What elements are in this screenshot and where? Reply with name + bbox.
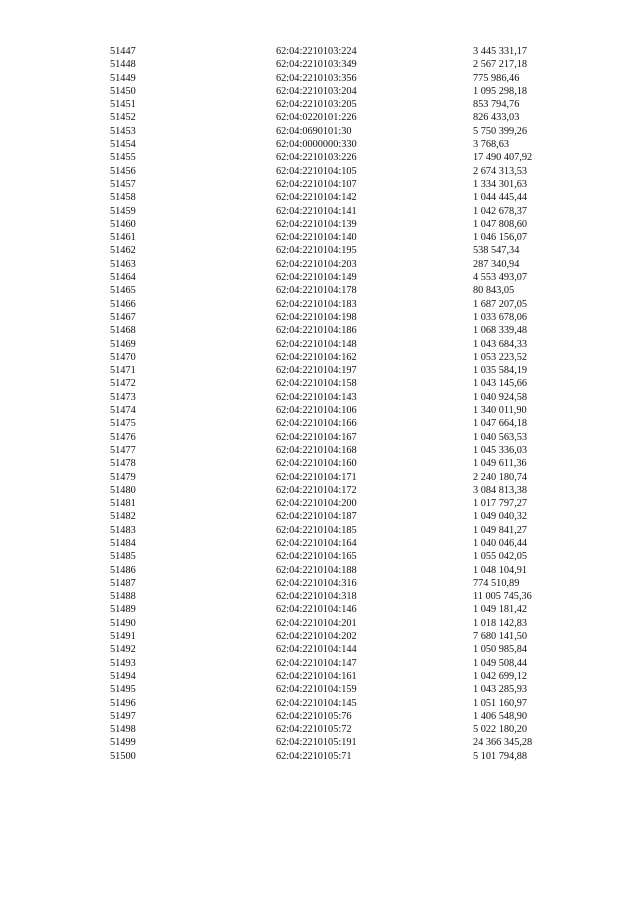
cadastral-number: 62:04:2210104:162 bbox=[276, 351, 357, 363]
row-number: 51481 bbox=[110, 498, 136, 510]
row-number: 51472 bbox=[110, 378, 136, 390]
row-number: 51491 bbox=[110, 631, 136, 643]
cadastral-value: 17 490 407,92 bbox=[473, 152, 533, 164]
cadastral-value: 1 050 985,84 bbox=[473, 644, 528, 656]
row-number: 51465 bbox=[110, 285, 136, 297]
table-row bbox=[0, 670, 640, 683]
row-number: 51454 bbox=[110, 139, 136, 151]
row-number: 51448 bbox=[110, 59, 136, 71]
cadastral-number: 62:04:2210104:172 bbox=[276, 484, 357, 496]
table-row bbox=[0, 231, 640, 244]
cadastral-number: 62:04:2210103:204 bbox=[276, 85, 357, 97]
row-number: 51473 bbox=[110, 391, 136, 403]
table-row bbox=[0, 165, 640, 178]
row-number: 51455 bbox=[110, 152, 136, 164]
cadastral-value: 1 406 548,90 bbox=[473, 710, 528, 722]
cadastral-value: 24 366 345,28 bbox=[473, 737, 533, 749]
cadastral-value: 1 043 145,66 bbox=[473, 378, 528, 390]
row-number: 51474 bbox=[110, 405, 136, 417]
cadastral-number: 62:04:2210105:71 bbox=[276, 750, 352, 762]
cadastral-value: 1 040 046,44 bbox=[473, 537, 528, 549]
cadastral-number: 62:04:2210104:107 bbox=[276, 178, 357, 190]
table-row bbox=[0, 630, 640, 643]
cadastral-number: 62:04:2210103:356 bbox=[276, 72, 357, 84]
table-row bbox=[0, 58, 640, 71]
cadastral-value: 1 055 042,05 bbox=[473, 551, 528, 563]
table-row bbox=[0, 138, 640, 151]
cadastral-number: 62:04:2210103:205 bbox=[276, 99, 357, 111]
row-number: 51479 bbox=[110, 471, 136, 483]
table-row bbox=[0, 125, 640, 138]
table-row bbox=[0, 683, 640, 696]
cadastral-value: 1 043 684,33 bbox=[473, 338, 528, 350]
table-row bbox=[0, 417, 640, 430]
cadastral-value: 775 986,46 bbox=[473, 72, 520, 84]
row-number: 51471 bbox=[110, 365, 136, 377]
cadastral-value: 287 340,94 bbox=[473, 258, 520, 270]
row-number: 51485 bbox=[110, 551, 136, 563]
cadastral-value: 3 084 813,38 bbox=[473, 484, 528, 496]
cadastral-number: 62:04:2210104:187 bbox=[276, 511, 357, 523]
table-row bbox=[0, 404, 640, 417]
row-number: 51486 bbox=[110, 564, 136, 576]
cadastral-number: 62:04:2210104:195 bbox=[276, 245, 357, 257]
row-number: 51495 bbox=[110, 684, 136, 696]
cadastral-number: 62:04:2210104:164 bbox=[276, 537, 357, 549]
table-row bbox=[0, 471, 640, 484]
cadastral-value: 5 022 180,20 bbox=[473, 724, 528, 736]
cadastral-number: 62:04:2210104:183 bbox=[276, 298, 357, 310]
table-row bbox=[0, 377, 640, 390]
row-number: 51476 bbox=[110, 431, 136, 443]
table-row bbox=[0, 750, 640, 763]
cadastral-value: 1 018 142,83 bbox=[473, 617, 528, 629]
table-row bbox=[0, 244, 640, 257]
cadastral-value: 1 068 339,48 bbox=[473, 325, 528, 337]
cadastral-value: 1 033 678,06 bbox=[473, 311, 528, 323]
table-row bbox=[0, 324, 640, 337]
row-number: 51452 bbox=[110, 112, 136, 124]
row-number: 51477 bbox=[110, 444, 136, 456]
cadastral-number: 62:04:2210104:145 bbox=[276, 697, 357, 709]
cadastral-value: 1 040 563,53 bbox=[473, 431, 528, 443]
row-number: 51469 bbox=[110, 338, 136, 350]
row-number: 51494 bbox=[110, 670, 136, 682]
cadastral-value: 1 046 156,07 bbox=[473, 232, 528, 244]
cadastral-value: 1 045 336,03 bbox=[473, 444, 528, 456]
cadastral-value: 1 049 841,27 bbox=[473, 524, 528, 536]
cadastral-number: 62:04:2210104:316 bbox=[276, 577, 357, 589]
cadastral-number: 62:04:2210104:202 bbox=[276, 631, 357, 643]
cadastral-value: 1 687 207,05 bbox=[473, 298, 528, 310]
cadastral-value: 1 049 181,42 bbox=[473, 604, 528, 616]
row-number: 51459 bbox=[110, 205, 136, 217]
cadastral-value: 5 101 794,88 bbox=[473, 750, 528, 762]
cadastral-value: 1 040 924,58 bbox=[473, 391, 528, 403]
cadastral-value: 1 334 301,63 bbox=[473, 178, 528, 190]
cadastral-number: 62:04:2210104:106 bbox=[276, 405, 357, 417]
row-number: 51490 bbox=[110, 617, 136, 629]
cadastral-number: 62:04:2210104:161 bbox=[276, 670, 357, 682]
cadastral-value: 2 674 313,53 bbox=[473, 165, 528, 177]
cadastral-value: 538 547,34 bbox=[473, 245, 520, 257]
table-row bbox=[0, 603, 640, 616]
cadastral-value: 4 553 493,07 bbox=[473, 272, 528, 284]
cadastral-value: 3 768,63 bbox=[473, 139, 510, 151]
cadastral-number: 62:04:2210104:201 bbox=[276, 617, 357, 629]
cadastral-number: 62:04:2210104:158 bbox=[276, 378, 357, 390]
table-row bbox=[0, 723, 640, 736]
row-number: 51460 bbox=[110, 218, 136, 230]
table-row bbox=[0, 338, 640, 351]
row-number: 51453 bbox=[110, 125, 136, 137]
cadastral-number: 62:04:2210104:149 bbox=[276, 272, 357, 284]
table-row bbox=[0, 590, 640, 603]
cadastral-value: 3 445 331,17 bbox=[473, 46, 528, 57]
cadastral-number: 62:04:2210104:198 bbox=[276, 311, 357, 323]
cadastral-value: 1 095 298,18 bbox=[473, 85, 528, 97]
cadastral-value: 1 051 160,97 bbox=[473, 697, 528, 709]
row-number: 51464 bbox=[110, 272, 136, 284]
cadastral-number: 62:04:0690101:30 bbox=[276, 125, 352, 137]
cadastral-number: 62:04:2210104:185 bbox=[276, 524, 357, 536]
table-row bbox=[0, 298, 640, 311]
row-number: 51493 bbox=[110, 657, 136, 669]
data-table bbox=[0, 45, 640, 763]
cadastral-value: 7 680 141,50 bbox=[473, 631, 528, 643]
table-row bbox=[0, 697, 640, 710]
table-row bbox=[0, 191, 640, 204]
cadastral-number: 62:04:2210104:197 bbox=[276, 365, 357, 377]
table-row bbox=[0, 457, 640, 470]
table-row bbox=[0, 564, 640, 577]
row-number: 51480 bbox=[110, 484, 136, 496]
cadastral-number: 62:04:2210104:188 bbox=[276, 564, 357, 576]
cadastral-number: 62:04:2210104:147 bbox=[276, 657, 357, 669]
row-number: 51450 bbox=[110, 85, 136, 97]
table-row bbox=[0, 258, 640, 271]
row-number: 51484 bbox=[110, 537, 136, 549]
cadastral-number: 62:04:0220101:226 bbox=[276, 112, 357, 124]
row-number: 51456 bbox=[110, 165, 136, 177]
table-row bbox=[0, 85, 640, 98]
cadastral-number: 62:04:2210104:166 bbox=[276, 418, 357, 430]
row-number: 51451 bbox=[110, 99, 136, 111]
row-number: 51489 bbox=[110, 604, 136, 616]
cadastral-number: 62:04:2210104:178 bbox=[276, 285, 357, 297]
row-number: 51466 bbox=[110, 298, 136, 310]
cadastral-number: 62:04:2210104:140 bbox=[276, 232, 357, 244]
cadastral-number: 62:04:2210104:143 bbox=[276, 391, 357, 403]
table-row bbox=[0, 72, 640, 85]
table-row bbox=[0, 524, 640, 537]
cadastral-value: 1 053 223,52 bbox=[473, 351, 528, 363]
row-number: 51496 bbox=[110, 697, 136, 709]
row-number: 51463 bbox=[110, 258, 136, 270]
row-number: 51449 bbox=[110, 72, 136, 84]
cadastral-number: 62:04:2210104:159 bbox=[276, 684, 357, 696]
cadastral-number: 62:04:0000000:330 bbox=[276, 139, 357, 151]
cadastral-value: 1 042 678,37 bbox=[473, 205, 528, 217]
table-row bbox=[0, 510, 640, 523]
table-row bbox=[0, 484, 640, 497]
table-row bbox=[0, 710, 640, 723]
row-number: 51467 bbox=[110, 311, 136, 323]
cadastral-number: 62:04:2210104:139 bbox=[276, 218, 357, 230]
cadastral-value: 1 049 611,36 bbox=[473, 458, 527, 470]
row-number: 51497 bbox=[110, 710, 136, 722]
table-row bbox=[0, 497, 640, 510]
row-number: 51487 bbox=[110, 577, 136, 589]
cadastral-value: 1 035 584,19 bbox=[473, 365, 528, 377]
row-number: 51475 bbox=[110, 418, 136, 430]
table-row bbox=[0, 45, 640, 58]
row-number: 51457 bbox=[110, 178, 136, 190]
cadastral-value: 1 048 104,91 bbox=[473, 564, 528, 576]
table-row bbox=[0, 391, 640, 404]
cadastral-value: 1 044 445,44 bbox=[473, 192, 528, 204]
row-number: 51499 bbox=[110, 737, 136, 749]
cadastral-number: 62:04:2210104:203 bbox=[276, 258, 357, 270]
cadastral-number: 62:04:2210104:200 bbox=[276, 498, 357, 510]
table-row bbox=[0, 205, 640, 218]
table-row bbox=[0, 218, 640, 231]
cadastral-value: 826 433,03 bbox=[473, 112, 520, 124]
cadastral-number: 62:04:2210105:191 bbox=[276, 737, 357, 749]
cadastral-number: 62:04:2210104:148 bbox=[276, 338, 357, 350]
cadastral-value: 1 017 797,27 bbox=[473, 498, 528, 510]
cadastral-number: 62:04:2210104:144 bbox=[276, 644, 357, 656]
row-number: 51488 bbox=[110, 591, 136, 603]
table-row bbox=[0, 617, 640, 630]
cadastral-number: 62:04:2210103:224 bbox=[276, 46, 357, 57]
cadastral-number: 62:04:2210104:142 bbox=[276, 192, 357, 204]
cadastral-value: 1 042 699,12 bbox=[473, 670, 528, 682]
table-row bbox=[0, 444, 640, 457]
row-number: 51500 bbox=[110, 750, 136, 762]
table-row bbox=[0, 736, 640, 749]
cadastral-value: 5 750 399,26 bbox=[473, 125, 528, 137]
cadastral-value: 11 005 745,36 bbox=[473, 591, 532, 603]
table-row bbox=[0, 98, 640, 111]
cadastral-value: 2 567 217,18 bbox=[473, 59, 528, 71]
cadastral-number: 62:04:2210104:171 bbox=[276, 471, 357, 483]
cadastral-value: 1 049 508,44 bbox=[473, 657, 528, 669]
cadastral-value: 1 340 011,90 bbox=[473, 405, 527, 417]
cadastral-number: 62:04:2210104:167 bbox=[276, 431, 357, 443]
table-row bbox=[0, 178, 640, 191]
table-row bbox=[0, 151, 640, 164]
row-number: 51478 bbox=[110, 458, 136, 470]
table-row bbox=[0, 657, 640, 670]
row-number: 51483 bbox=[110, 524, 136, 536]
cadastral-value: 1 047 808,60 bbox=[473, 218, 528, 230]
cadastral-number: 62:04:2210104:141 bbox=[276, 205, 357, 217]
row-number: 51468 bbox=[110, 325, 136, 337]
row-number: 51462 bbox=[110, 245, 136, 257]
table-row bbox=[0, 271, 640, 284]
table-row bbox=[0, 364, 640, 377]
cadastral-number: 62:04:2210105:72 bbox=[276, 724, 352, 736]
table-row bbox=[0, 537, 640, 550]
cadastral-number: 62:04:2210104:186 bbox=[276, 325, 357, 337]
table-row bbox=[0, 311, 640, 324]
table-row bbox=[0, 111, 640, 124]
cadastral-number: 62:04:2210105:76 bbox=[276, 710, 352, 722]
cadastral-number: 62:04:2210104:146 bbox=[276, 604, 357, 616]
cadastral-value: 2 240 180,74 bbox=[473, 471, 528, 483]
cadastral-value: 1 047 664,18 bbox=[473, 418, 528, 430]
row-number: 51498 bbox=[110, 724, 136, 736]
row-number: 51447 bbox=[110, 46, 136, 57]
table-row bbox=[0, 284, 640, 297]
cadastral-number: 62:04:2210103:349 bbox=[276, 59, 357, 71]
cadastral-number: 62:04:2210104:160 bbox=[276, 458, 357, 470]
row-number: 51458 bbox=[110, 192, 136, 204]
table-row bbox=[0, 577, 640, 590]
cadastral-value: 774 510,89 bbox=[473, 577, 520, 589]
row-number: 51482 bbox=[110, 511, 136, 523]
cadastral-value: 80 843,05 bbox=[473, 285, 515, 297]
cadastral-number: 62:04:2210104:105 bbox=[276, 165, 357, 177]
table-row bbox=[0, 351, 640, 364]
row-number: 51461 bbox=[110, 232, 136, 244]
table-row bbox=[0, 643, 640, 656]
cadastral-number: 62:04:2210104:318 bbox=[276, 591, 357, 603]
cadastral-number: 62:04:2210103:226 bbox=[276, 152, 357, 164]
row-number: 51470 bbox=[110, 351, 136, 363]
cadastral-value: 1 043 285,93 bbox=[473, 684, 528, 696]
cadastral-value: 853 794,76 bbox=[473, 99, 520, 111]
table-row bbox=[0, 431, 640, 444]
cadastral-number: 62:04:2210104:168 bbox=[276, 444, 357, 456]
cadastral-number: 62:04:2210104:165 bbox=[276, 551, 357, 563]
table-row bbox=[0, 550, 640, 563]
row-number: 51492 bbox=[110, 644, 136, 656]
cadastral-value: 1 049 040,32 bbox=[473, 511, 528, 523]
